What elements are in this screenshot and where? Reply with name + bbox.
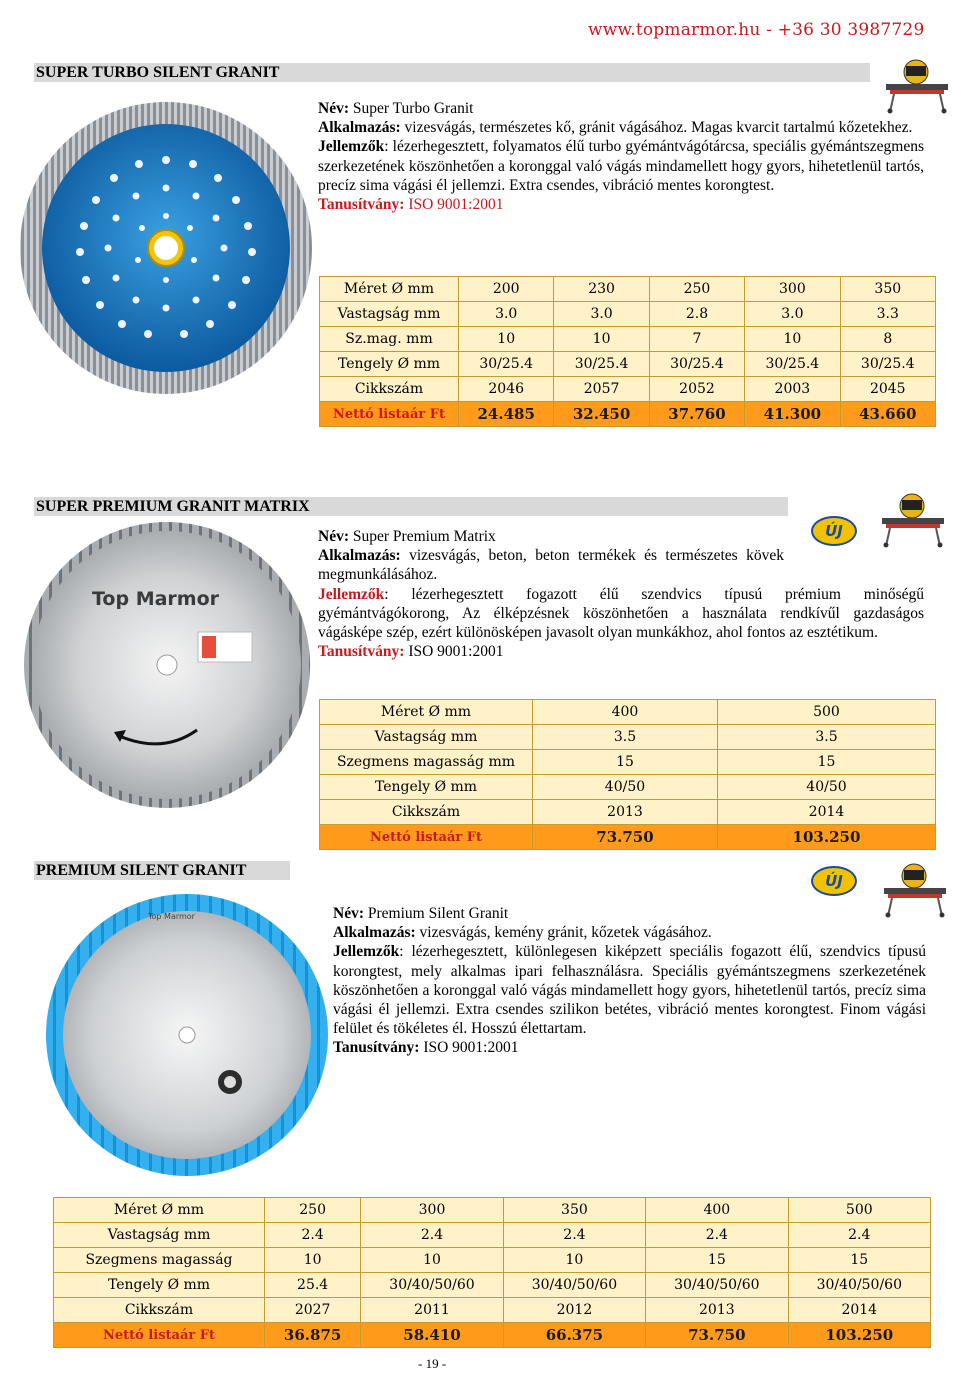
table-cell: 2012 <box>503 1298 645 1323</box>
row-label: Méret Ø mm <box>320 700 533 725</box>
section-title: SUPER PREMIUM GRANIT MATRIX <box>34 497 788 516</box>
features-label: Jellemzők <box>333 943 400 961</box>
table-cell: 41.300 <box>745 402 840 427</box>
table-cell: 10 <box>265 1248 361 1273</box>
table-cell: 58.410 <box>361 1323 503 1348</box>
table-row <box>54 1273 931 1298</box>
table-cell: 250 <box>649 277 744 302</box>
table-cell: 300 <box>361 1198 503 1223</box>
row-label: Méret Ø mm <box>54 1198 265 1223</box>
table-row <box>54 1223 931 1248</box>
table-cell: 10 <box>459 327 554 352</box>
row-label: Nettó listaár Ft <box>54 1323 265 1348</box>
table-cell: 7 <box>649 327 744 352</box>
table-cell: 350 <box>503 1198 645 1223</box>
price-row <box>320 825 936 850</box>
certificate-text: ISO 9001:2001 <box>408 643 504 661</box>
row-label: Nettó listaár Ft <box>320 825 533 850</box>
table-cell: 30/40/50/60 <box>361 1273 503 1298</box>
name-label: Név: <box>318 528 349 545</box>
table-cell: 500 <box>788 1198 930 1223</box>
table-cell: 400 <box>646 1198 788 1223</box>
table-row <box>320 750 936 775</box>
table-cell: 230 <box>554 277 649 302</box>
table-cell: 3.3 <box>840 302 935 327</box>
certificate-text: ISO 9001:2001 <box>408 196 504 214</box>
table-row <box>320 277 936 302</box>
table-row <box>320 700 936 725</box>
product-description-3 <box>333 904 926 1058</box>
table-cell: 73.750 <box>533 825 718 850</box>
table-cell: 103.250 <box>717 825 935 850</box>
table-cell: 10 <box>554 327 649 352</box>
table-row <box>320 800 936 825</box>
section-title: PREMIUM SILENT GRANIT <box>34 861 290 880</box>
product-name: Premium Silent Granit <box>367 905 509 922</box>
table-cell: 66.375 <box>503 1323 645 1348</box>
row-label: Cikkszám <box>320 800 533 825</box>
table-cell: 40/50 <box>717 775 935 800</box>
disc-brand-text: Top Marmor <box>92 588 220 610</box>
table-cell: 3.0 <box>745 302 840 327</box>
table-cell: 2045 <box>840 377 935 402</box>
table-cell: 15 <box>717 750 935 775</box>
certificate-label: Tanusítvány: <box>333 1039 420 1057</box>
table-row <box>320 327 936 352</box>
features-text: : lézerhegesztett fogazott élű szendvics típusú prémium minőségű gyémántvágókorong, Az élképzésnek köszönhetően a használata rendkívűl gazdaságos vágásképe szép, ezért különösképen javasolt olyan munkákhoz, ahol fontos az esztétikum. <box>318 585 924 642</box>
application-text: vizesvágás, természetes kő, gránit vágásához. Magas kvarcit tartalmú kőzetekhez. <box>404 119 913 137</box>
table-cell: 2.4 <box>265 1223 361 1248</box>
table-cell: 10 <box>361 1248 503 1273</box>
row-label: Vastagság mm <box>320 725 533 750</box>
table-cell: 2.4 <box>788 1223 930 1248</box>
table-cell: 43.660 <box>840 402 935 427</box>
table-cell: 2011 <box>361 1298 503 1323</box>
silent-disc-image <box>44 892 330 1178</box>
table-cell: 15 <box>533 750 718 775</box>
table-cell: 15 <box>646 1248 788 1273</box>
row-label: Méret Ø mm <box>320 277 459 302</box>
new-badge-icon: ÚJ <box>811 866 857 896</box>
spec-table <box>319 699 936 850</box>
table-cell: 3.5 <box>717 725 935 750</box>
price-row <box>54 1323 931 1348</box>
row-label: Sz.mag. mm <box>320 327 459 352</box>
table-cell: 2.4 <box>503 1223 645 1248</box>
application-text: vizesvágás, kemény gránit, kőzetek vágásához. <box>419 924 712 942</box>
row-label: Szegmens magasság mm <box>320 750 533 775</box>
product-name: Super Premium Matrix <box>352 528 496 545</box>
table-cell: 8 <box>840 327 935 352</box>
table-cell: 2046 <box>459 377 554 402</box>
table-cell: 32.450 <box>554 402 649 427</box>
table-row <box>320 775 936 800</box>
name-label: Név: <box>333 905 364 922</box>
table-row <box>320 352 936 377</box>
table-cell: 15 <box>788 1248 930 1273</box>
name-label: Név: <box>318 100 349 117</box>
spec-table <box>319 276 936 427</box>
table-cell: 2013 <box>646 1298 788 1323</box>
application-text: vizesvágás, beton, beton termékek és természetes kövek megmunkálásához. <box>318 547 784 584</box>
table-cell: 30/25.4 <box>649 352 744 377</box>
table-cell: 3.0 <box>459 302 554 327</box>
row-label: Tengely Ø mm <box>320 352 459 377</box>
features-text: : lézerhegesztett, különlegesen kiképzett speciális fogazott élű, szendvics típusú korongtest, mely alkalmas ipari felhasználásra. Speciális gyémántszegmens szerkezetének köszönhetően a koronggal való vágás mindamellett hogy gyors, hihetetlenül tartós, precíz sima vágási él jellemzi. Extra csendes szilikon betétes, vibráció mentes korongtest. Finom vágási felület és tökéletes él. Hosszú élettartam. <box>333 943 926 1038</box>
table-cell: 350 <box>840 277 935 302</box>
product-name: Super Turbo Granit <box>352 100 474 117</box>
row-label: Vastagság mm <box>54 1223 265 1248</box>
features-text: : lézerhegesztett, folyamatos élű turbo gyémántvágótárcsa, speciális gyémántszegmens szerkezetének köszönhetően a koronggal való vágás mindamellett hogy gyors, hihetetlenül tartós, precíz sima vágási él jellemzi. Extra csendes, vibráció mentes korongtest. <box>318 138 924 194</box>
table-row <box>54 1298 931 1323</box>
table-cell: 400 <box>533 700 718 725</box>
table-cell: 10 <box>745 327 840 352</box>
application-label: Alkalmazás: <box>318 547 401 565</box>
table-cell: 30/40/50/60 <box>646 1273 788 1298</box>
table-cell: 30/25.4 <box>459 352 554 377</box>
matrix-disc-image <box>22 520 312 810</box>
table-row <box>54 1248 931 1273</box>
table-cell: 3.5 <box>533 725 718 750</box>
table-cell: 37.760 <box>649 402 744 427</box>
certificate-label: Tanusítvány: <box>318 643 405 661</box>
price-row <box>320 402 936 427</box>
table-cell: 103.250 <box>788 1323 930 1348</box>
row-label: Tengely Ø mm <box>54 1273 265 1298</box>
spec-table <box>53 1197 931 1348</box>
table-cell: 30/40/50/60 <box>503 1273 645 1298</box>
table-cell: 10 <box>503 1248 645 1273</box>
table-row <box>320 302 936 327</box>
row-label: Cikkszám <box>54 1298 265 1323</box>
application-label: Alkalmazás: <box>318 119 401 137</box>
table-cell: 2.8 <box>649 302 744 327</box>
table-cell: 2.4 <box>646 1223 788 1248</box>
table-cell: 3.0 <box>554 302 649 327</box>
row-label: Szegmens magasság <box>54 1248 265 1273</box>
row-label: Vastagság mm <box>320 302 459 327</box>
section-title: SUPER TURBO SILENT GRANIT <box>34 63 870 82</box>
table-cell: 40/50 <box>533 775 718 800</box>
disc-brand-text: Top Marmor <box>148 912 195 921</box>
row-label: Tengely Ø mm <box>320 775 533 800</box>
table-cell: 2057 <box>554 377 649 402</box>
row-label: Nettó listaár Ft <box>320 402 459 427</box>
table-cell: 24.485 <box>459 402 554 427</box>
table-cell: 2003 <box>745 377 840 402</box>
table-cell: 250 <box>265 1198 361 1223</box>
certificate-text: ISO 9001:2001 <box>423 1039 519 1057</box>
table-cell: 30/25.4 <box>745 352 840 377</box>
table-row <box>320 377 936 402</box>
product-description-2 <box>318 527 924 661</box>
table-cell: 73.750 <box>646 1323 788 1348</box>
table-cell: 2014 <box>788 1298 930 1323</box>
features-label: Jellemzők <box>318 138 385 156</box>
table-cell: 36.875 <box>265 1323 361 1348</box>
table-cell: 2014 <box>717 800 935 825</box>
table-cell: 25.4 <box>265 1273 361 1298</box>
certificate-label: Tanusítvány: <box>318 196 405 214</box>
table-cell: 2.4 <box>361 1223 503 1248</box>
table-cell: 2013 <box>533 800 718 825</box>
table-cell: 2027 <box>265 1298 361 1323</box>
new-badge-icon: ÚJ <box>811 516 857 546</box>
table-cell: 2052 <box>649 377 744 402</box>
table-cell: 30/40/50/60 <box>788 1273 930 1298</box>
table-cell: 30/25.4 <box>554 352 649 377</box>
table-row <box>320 725 936 750</box>
table-cell: 500 <box>717 700 935 725</box>
page-number: - 19 - <box>418 1356 447 1371</box>
header-contact: www.topmarmor.hu - +36 30 3987729 <box>588 20 925 40</box>
product-description-1 <box>318 99 924 214</box>
application-label: Alkalmazás: <box>333 924 416 942</box>
table-cell: 200 <box>459 277 554 302</box>
table-cell: 300 <box>745 277 840 302</box>
table-cell: 30/25.4 <box>840 352 935 377</box>
table-row <box>54 1198 931 1223</box>
features-label: Jellemzők <box>318 585 385 603</box>
row-label: Cikkszám <box>320 377 459 402</box>
turbo-disc-image <box>18 100 314 396</box>
